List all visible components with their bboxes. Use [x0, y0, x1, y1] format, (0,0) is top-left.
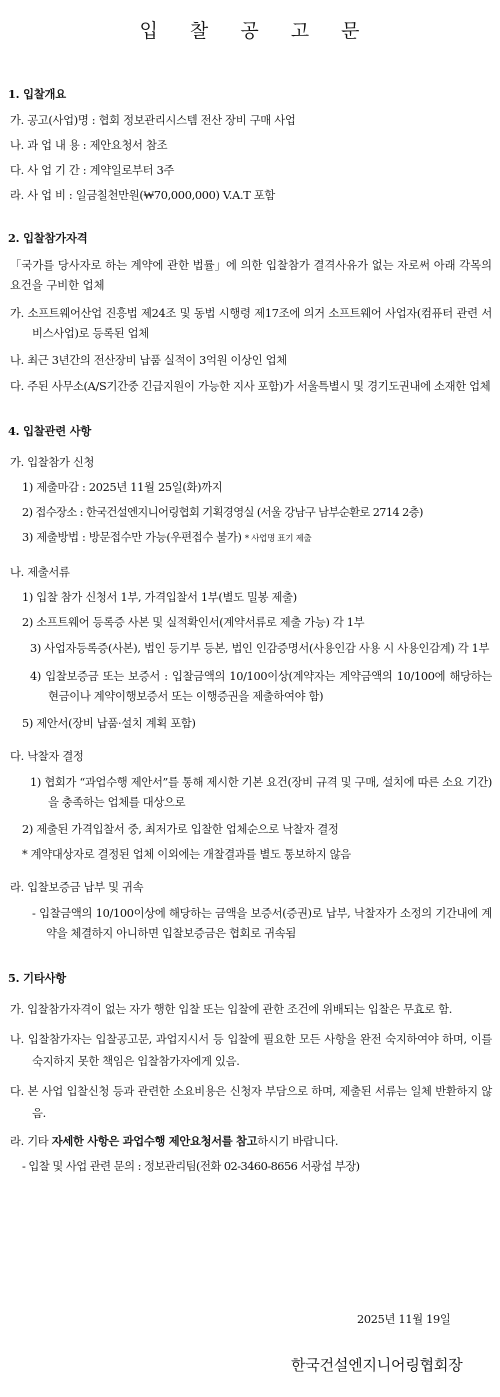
overview-item: 가. 공고(사업)명 : 협회 정보관리시스템 전산 장비 구매 사업 — [10, 114, 296, 127]
other-item: 나. 입찰참가자는 입찰공고문, 과업지시서 등 입찰에 필요한 모든 사항을 완전 숙지하여야 하며, 이를 숙지하지 못한 책임은 입찰참가자에게 있음. — [10, 1033, 492, 1068]
signature-organization: 한국건설엔지니어링협회장 — [291, 1356, 463, 1374]
overview-item: 다. 사 업 기 간 : 계약일로부터 3주 — [10, 164, 175, 177]
subsection-label: 라. 입찰보증금 납부 및 귀속 — [10, 881, 144, 894]
other-item — [8, 1133, 492, 1150]
list-item: 2) 소프트웨어 등록증 사본 및 실적확인서(계약서류로 제출 가능) 각 1부 — [22, 616, 365, 629]
section-heading: 4. 입찰관련 사항 — [8, 424, 92, 438]
list-item: 3) 사업자등록증(사본), 법인 등기부 등본, 법인 인감증명서(사용인감 사용 시 사용인감계) 각 1부 — [30, 642, 490, 655]
eligibility-item: 다. 주된 사무소(A/S기간중 긴급지원이 가능한 지사 포함)가 서울특별시 및 경기도권내에 소재한 업체 — [10, 380, 491, 393]
section-heading: 2. 입찰참가자격 — [8, 231, 88, 245]
section-overview — [8, 86, 492, 204]
list-item: 4) 입찰보증금 또는 보증서 : 입찰금액의 10/100이상(계약자는 계약금액의 10/100에 해당하는 현금이나 계약이행보증서 또는 이행증권을 제출하여야 함) — [30, 670, 492, 703]
signature-date: 2025년 11월 19일 — [357, 1313, 451, 1326]
submission-note: * 사업명 표기 제출 — [244, 534, 312, 544]
overview-item: 나. 과 업 내 용 : 제안요청서 참조 — [10, 139, 168, 152]
contact-info: - 입찰 및 사업 관련 문의 : 정보관리팀(전화 02-3460-8656 서광섭 부장) — [22, 1160, 360, 1173]
document-title: 입 찰 공 고 문 — [139, 20, 373, 42]
section-bid-matters — [8, 423, 492, 944]
section-heading: 1. 입찰개요 — [8, 87, 66, 101]
list-item: 1) 입찰 참가 신청서 1부, 가격입찰서 1부(별도 밀봉 제출) — [22, 591, 297, 604]
section-heading: 5. 기타사항 — [8, 971, 66, 985]
list-item — [8, 529, 492, 548]
list-item: 5) 제안서(장비 납품·설치 계획 포함) — [22, 717, 196, 730]
list-item-note: * 계약대상자로 결정된 업체 이외에는 개찰결과를 별도 통보하지 않음 — [22, 848, 351, 861]
subsection-label: 나. 제출서류 — [10, 566, 70, 579]
subsection-label: 가. 입찰참가 신청 — [10, 456, 95, 469]
overview-item: 라. 사 업 비 : 일금칠천만원(₩70,000,000) V.A.T 포함 — [10, 189, 276, 202]
eligibility-item: 가. 소프트웨어산업 진흥법 제24조 및 동법 시행령 제17조에 의거 소프트웨어 사업자(컴퓨터 관련 서비스사업)로 등록된 업체 — [10, 307, 492, 340]
other-item-prefix: 라. 기타 — [10, 1135, 52, 1148]
other-item-emphasis: 자세한 사항은 과업수행 제안요청서를 참고 — [51, 1134, 258, 1148]
section-eligibility — [8, 230, 492, 397]
list-item: 1) 협회가 “과업수행 제안서”를 통해 제시한 기본 요건(장비 규격 및 구매, 설치에 따른 소요 기간)을 충족하는 업체를 대상으로 — [30, 776, 492, 809]
eligibility-item: 나. 최근 3년간의 전산장비 납품 실적이 3억원 이상인 업체 — [10, 354, 287, 367]
subsection-label: 다. 낙찰자 결정 — [10, 750, 84, 763]
list-item: - 입찰금액의 10/100이상에 해당하는 금액을 보증서(증권)로 납부, 낙찰자가 소정의 기간내에 계약을 체결하지 아니하면 입찰보증금은 협회로 귀속됨 — [32, 907, 492, 940]
section-other — [8, 970, 492, 1175]
other-item: 다. 본 사업 입찰신청 등과 관련한 소요비용은 신청자 부담으로 하며, 제출된 서류는 일체 반환하지 않음. — [10, 1085, 492, 1120]
other-item-suffix: 하시기 바랍니다. — [257, 1135, 339, 1148]
list-item: 2) 제출된 가격입찰서 중, 최저가로 입찰한 업체순으로 낙찰자 결정 — [22, 823, 339, 836]
list-item: 1) 제출마감 : 2025년 11월 25일(화)까지 — [22, 481, 223, 494]
list-item: 2) 접수장소 : 한국건설엔지니어링협회 기획경영실 (서울 강남구 남부순환로 2714 2층) — [22, 506, 423, 519]
submission-method: 3) 제출방법 : 방문접수만 가능(우편접수 불가) — [22, 531, 242, 544]
eligibility-intro: 「국가를 당사자로 하는 계약에 관한 법률」에 의한 입찰참가 결격사유가 없는 자로써 아래 각목의 요건을 구비한 업체 — [10, 259, 492, 292]
other-item: 가. 입찰참가자격이 없는 자가 행한 입찰 또는 입찰에 관한 조건에 위배되는 입찰은 무효로 함. — [10, 1003, 453, 1016]
